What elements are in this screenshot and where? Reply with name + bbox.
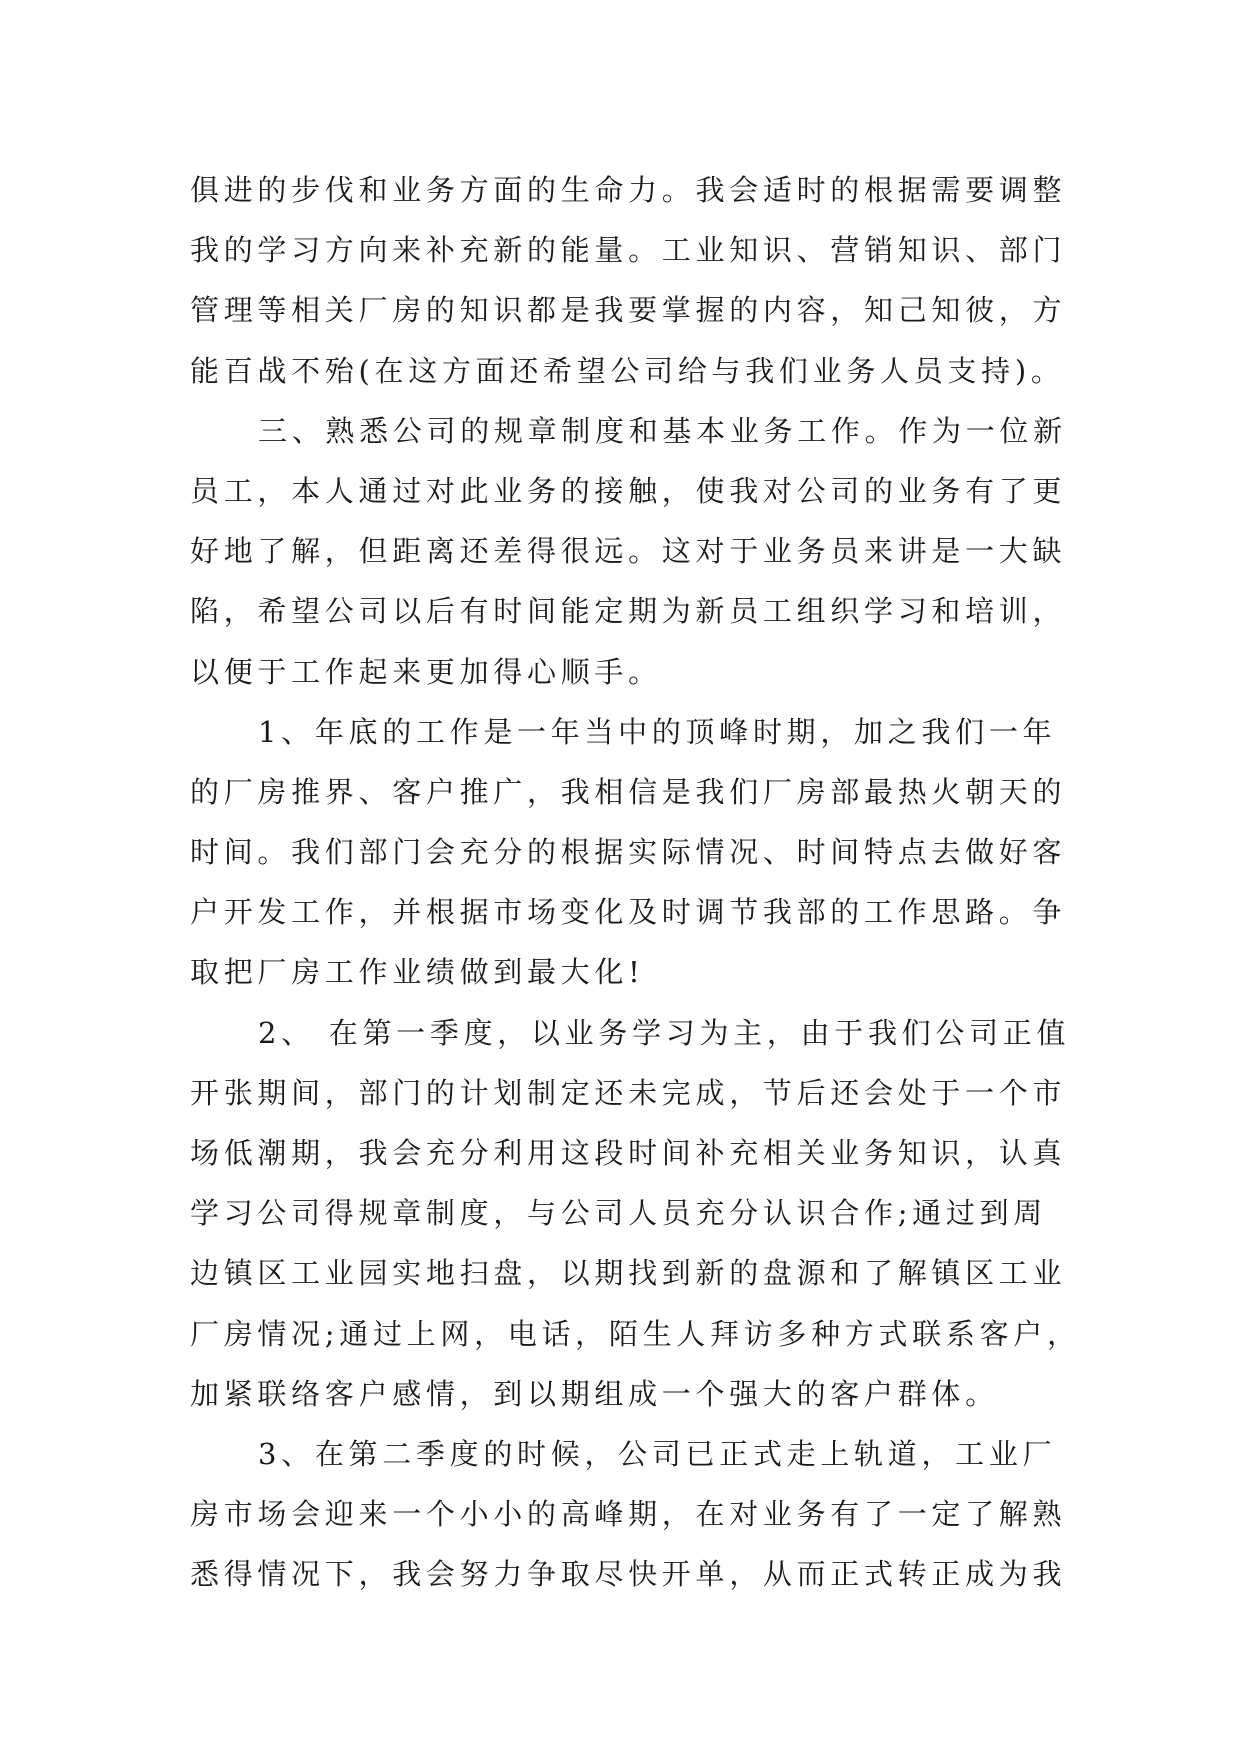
text-line: 加紧联络客户感情，到以期组成一个强大的客户群体。	[190, 1376, 999, 1411]
text-line: 时间。我们部门会充分的根据实际情况、时间特点去做好客	[190, 835, 1067, 870]
text-line: 管理等相关厂房的知识都是我要掌握的内容，知己知彼，方	[190, 293, 1067, 328]
text-line: 俱进的步伐和业务方面的生命力。我会适时的根据需要调整	[190, 173, 1067, 207]
text-line: 的厂房推界、客户推广，我相信是我们厂房部最热火朝天的	[190, 774, 1067, 809]
text-line: 学习公司得规章制度，与公司人员充分认识合作;通过到周	[190, 1196, 1047, 1231]
text-line: 好地了解，但距离还差得很远。这对于业务员来讲是一大缺	[190, 534, 1067, 569]
text-line: 2、 在第一季度，以业务学习为主，由于我们公司正值	[258, 1015, 1071, 1050]
text-line: 员工，本人通过对此业务的接触，使我对公司的业务有了更	[190, 473, 1067, 508]
text-line: 陷，希望公司以后有时间能定期为新员工组织学习和培训，	[190, 594, 1067, 629]
text-line: 厂房情况;通过上网，电话，陌生人拜访多种方式联系客户，	[190, 1316, 1081, 1351]
text-line: 场低潮期，我会充分利用这段时间补充相关业务知识，认真	[190, 1136, 1067, 1170]
text-line: 3、在第二季度的时候，公司已正式走上轨道，工业厂	[258, 1436, 1057, 1471]
document-body	[190, 160, 1081, 1605]
text-line: 以便于工作起来更加得心顺手。	[190, 654, 662, 689]
text-line: 能百战不殆(在这方面还希望公司给与我们业务人员支持)。	[190, 353, 1065, 388]
text-line: 三、熟悉公司的规章制度和基本业务工作。作为一位新	[258, 413, 1067, 448]
text-line: 悉得情况下，我会努力争取尽快开单，从而正式转正成为我	[190, 1557, 1067, 1592]
text-line: 房市场会迎来一个小小的高峰期，在对业务有了一定了解熟	[190, 1497, 1067, 1532]
text-line: 边镇区工业园实地扫盘，以期找到新的盘源和了解镇区工业	[190, 1256, 1067, 1291]
text-line: 开张期间，部门的计划制定还未完成，节后还会处于一个市	[190, 1075, 1067, 1110]
text-line: 户开发工作，并根据市场变化及时调节我部的工作思路。争	[190, 895, 1067, 930]
text-line: 1、年底的工作是一年当中的顶峰时期，加之我们一年	[258, 714, 1057, 749]
text-line: 我的学习方向来补充新的能量。工业知识、营销知识、部门	[190, 233, 1067, 268]
text-line: 取把厂房工作业绩做到最大化!	[190, 955, 645, 990]
